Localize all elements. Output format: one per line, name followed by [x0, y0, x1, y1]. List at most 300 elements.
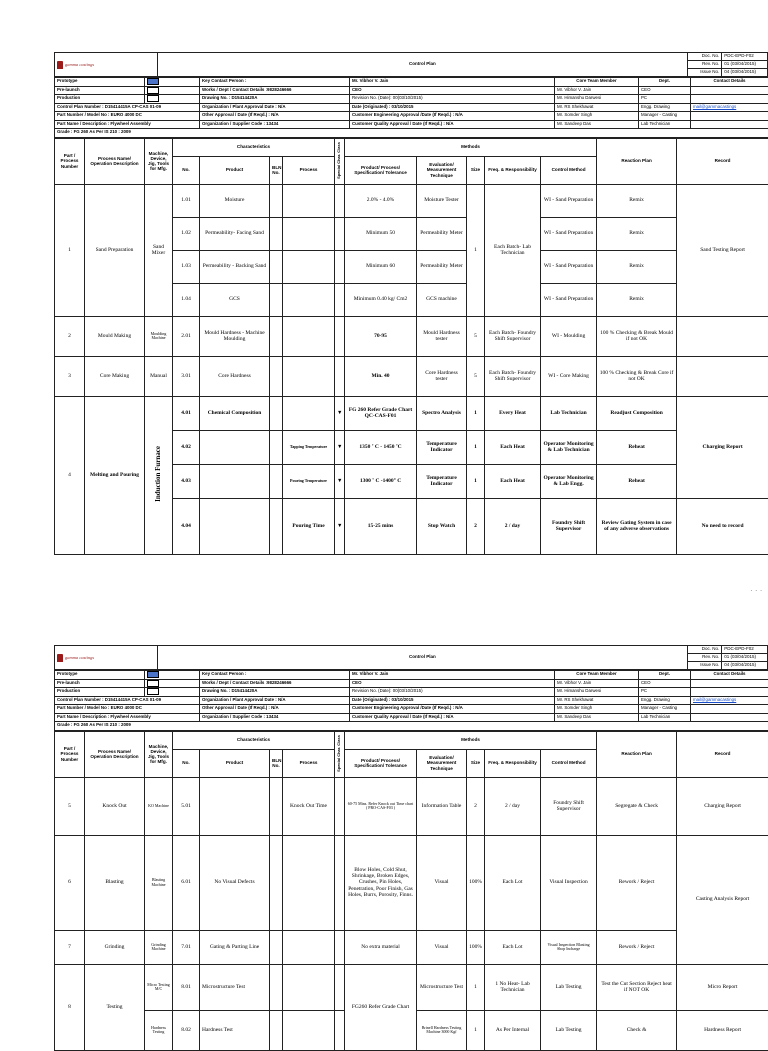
spec-cell: 15-25 mins [345, 498, 417, 554]
member-dept: Manager - Casting [639, 705, 691, 714]
size-cell: 1 [467, 430, 485, 464]
member-name: Mr. RS Shekhawat [555, 103, 639, 112]
size-cell: 1 [467, 184, 485, 316]
col-no: No. [173, 749, 200, 777]
char-no: 8.02 [173, 1010, 200, 1050]
record-cell: Charging Report [677, 396, 768, 498]
process-name-cell: Grinding [85, 930, 145, 964]
bln-cell [270, 217, 283, 250]
spec-cell: FG 260 Refer Grade Chart QC-CAS-F01 [345, 396, 417, 430]
header-table [54, 645, 768, 670]
col-no: No. [173, 156, 200, 184]
col-eval: Evaluation/ Measurement Technique [417, 156, 467, 184]
spec-cell: 70-95 [345, 316, 417, 356]
bln-cell [270, 930, 283, 964]
part-name: Part Name / Description : Flywheel Assembly [55, 120, 200, 129]
special-char-triangle-icon: ▼ [335, 464, 345, 498]
col-special-class [335, 138, 345, 184]
control-plan-sheet-2 [54, 645, 768, 1051]
reaction-cell: Segregate & Check [597, 777, 677, 835]
col-methods: Methods [345, 138, 597, 156]
doc-no-label: Doc. No. [688, 646, 722, 654]
product-cell [200, 498, 270, 554]
date-originated: Date (Originated) : 03/10/2015 [350, 103, 555, 112]
member-email-link[interactable]: mail@gammacastings [691, 696, 768, 705]
doc-no: PDC-EPD-F02 [722, 646, 768, 654]
product-cell: Permeability- Facing Sand [200, 217, 270, 250]
other-approval: Other Approval / Date (If Reqd.) : N/A [200, 112, 350, 121]
process-name-cell: Blasting [85, 835, 145, 930]
customer-quality-approval: Customer Quality Approval / Date (If Reqd.) : N/A [350, 713, 555, 722]
reaction-cell: Readjust Composition [597, 396, 677, 430]
process-cell [283, 217, 335, 250]
spec-cell: No extra material [345, 930, 417, 964]
process-cell [283, 283, 335, 316]
member-contact [691, 713, 768, 722]
col-bln: BLN No. [270, 749, 283, 777]
product-cell [200, 430, 270, 464]
spec-cell: 1350 ˚ C - 1450 ˚C [345, 430, 417, 464]
key-contact-value: Mr. Vibhor V. Jain [350, 671, 555, 680]
production-label: Production [55, 688, 145, 697]
bln-cell [270, 430, 283, 464]
member-name: Mr. Somder Singh [555, 112, 639, 121]
freq-cell: Each Batch- Foundry Shift Supervisor [485, 356, 541, 396]
product-cell: Permeability - Backing Sand [200, 250, 270, 283]
control-cell: WI - Sand Preparation [541, 217, 597, 250]
col-product: Product [200, 156, 270, 184]
table-row [55, 930, 768, 964]
reaction-cell: Review Gating System in case of any adverse observations [597, 498, 677, 554]
record-cell: Sand Testing Report [677, 184, 768, 316]
plan-table-2 [54, 731, 768, 1051]
spec-cell: Blow Holes, Cold Shut, Shrinkage, Broken Edges, Crushes, Pin Holes, Penetration, Poor Finish, Gas Holes, Burrs, Porosity, Finns. [345, 835, 417, 930]
char-no: 6.01 [173, 835, 200, 930]
machine-cell: Manual [145, 356, 173, 396]
process-cell [283, 835, 335, 930]
special-cell [335, 964, 345, 1010]
product-cell [200, 777, 270, 835]
production-check[interactable] [145, 95, 200, 104]
col-machine: Machine, Device, Jig, Tools for Mfg. [145, 138, 173, 184]
production-check[interactable] [145, 688, 200, 697]
control-cell: WI - Sand Preparation [541, 283, 597, 316]
eval-cell: Microstructure Test [417, 964, 467, 1010]
bln-cell [270, 964, 283, 1010]
member-contact [691, 120, 768, 129]
reaction-cell: Check & [597, 1010, 677, 1050]
product-cell: Chemical Composition [200, 396, 270, 430]
logo-icon [57, 61, 63, 69]
date-originated: Date (Originated) : 03/10/2015 [350, 696, 555, 705]
special-class-label: Special Char. Class [337, 142, 341, 179]
char-no: 1.01 [173, 184, 200, 217]
prototype-check[interactable] [145, 78, 200, 87]
char-no: 5.01 [173, 777, 200, 835]
part-number-cell: 5 [55, 777, 85, 835]
company-logo [55, 53, 158, 77]
col-process: Process [283, 749, 335, 777]
special-cell [335, 777, 345, 835]
special-cell [335, 1010, 345, 1050]
page-separator-dots: · · · [750, 586, 762, 595]
process-name-cell: Mould Making [85, 316, 145, 356]
reaction-cell: Remix [597, 283, 677, 316]
checkbox-checked-icon [147, 671, 159, 678]
freq-cell: Every Heat [485, 396, 541, 430]
col-product: Product [200, 749, 270, 777]
eval-cell: Mould Hardness tester [417, 316, 467, 356]
special-char-triangle-icon: ▼ [335, 498, 345, 554]
member-email-link[interactable]: mail@gammacastings [691, 103, 768, 112]
grade-line: Grade : FG 260 As Per IS 210 : 2009 [55, 722, 768, 731]
process-name-cell: Sand Preparation [85, 184, 145, 316]
special-cell [335, 316, 345, 356]
control-cell: Lab Testing [541, 964, 597, 1010]
control-plan-sheet-1 [54, 52, 768, 555]
product-cell [200, 464, 270, 498]
col-characteristics: Characteristics [173, 138, 335, 156]
freq-cell: Each Lot [485, 835, 541, 930]
customer-engineering-approval: Customer Engineering Approval /Date (If Reqd.) : N/A [350, 112, 555, 121]
special-char-triangle-icon: ▼ [335, 430, 345, 464]
checkbox-icon [147, 688, 159, 695]
freq-cell: Each Heat [485, 464, 541, 498]
table-row [55, 777, 768, 835]
reaction-cell: Test the Cut Section Reject heat if NOT OK [597, 964, 677, 1010]
special-cell [335, 250, 345, 283]
col-process: Process [283, 156, 335, 184]
size-cell: 1 [467, 396, 485, 430]
eval-cell: GCS machine [417, 283, 467, 316]
char-no: 1.03 [173, 250, 200, 283]
reaction-cell: 100 % Checking & Break Mould if not OK [597, 316, 677, 356]
part-number-cell: 6 [55, 835, 85, 930]
col-freq: Freq. & Responsibility [485, 156, 541, 184]
eval-cell: Visual [417, 835, 467, 930]
char-no: 4.02 [173, 430, 200, 464]
key-contact-label: Key Contact Person : [200, 78, 350, 87]
eval-cell: Visual [417, 930, 467, 964]
part-name: Part Name / Description : Flywheel Assembly [55, 713, 200, 722]
bln-cell [270, 498, 283, 554]
control-cell: Operator Monitoring & Lab Technician [541, 430, 597, 464]
member-contact [691, 112, 768, 121]
eval-cell: Moisture Tester [417, 184, 467, 217]
member-dept: Lab Technician [639, 713, 691, 722]
machine-cell: Hardness Testing [145, 1010, 173, 1050]
reaction-cell: Remix [597, 184, 677, 217]
col-special-class [335, 731, 345, 777]
control-cell: WI - Sand Preparation [541, 184, 597, 217]
freq-cell: 1 No Heat- Lab Technician [485, 964, 541, 1010]
member-dept: Manager - Casting [639, 112, 691, 121]
col-part-no: Part / Process Number [55, 731, 85, 777]
process-cell: Pouring Temperature [283, 464, 335, 498]
product-cell: No Visual Defects [200, 835, 270, 930]
freq-cell: Each Lot [485, 930, 541, 964]
freq-cell: 2 / day [485, 777, 541, 835]
col-eval: Evaluation/ Measurement Technique [417, 749, 467, 777]
process-name-cell: Testing [85, 964, 145, 1050]
member-dept: CEO [639, 679, 691, 688]
col-methods: Methods [345, 731, 597, 749]
table-row [55, 835, 768, 930]
eval-cell: Brinell Hardness Testing Machine 3000 Kgf [417, 1010, 467, 1050]
table-row [55, 964, 768, 1010]
col-machine: Machine, Device, Jig, Tools for Mfg. [145, 731, 173, 777]
special-class-label: Special Char. Class [337, 735, 341, 772]
part-number-cell: 7 [55, 930, 85, 964]
dept-header: Dept. [639, 671, 691, 680]
process-cell [283, 316, 335, 356]
process-cell [283, 184, 335, 217]
header-table [54, 52, 768, 77]
col-control: Control Method [541, 749, 597, 777]
eval-cell: Permeability Meter [417, 217, 467, 250]
table-row [55, 184, 768, 217]
bln-cell [270, 835, 283, 930]
process-cell [283, 964, 335, 1010]
checkbox-icon [147, 680, 159, 687]
machine-cell: Moulding Machine [145, 316, 173, 356]
contact-header: Contact Details [691, 671, 768, 680]
key-contact-value: Mr. Vibhor V. Jain [350, 78, 555, 87]
reaction-cell: Reheat [597, 464, 677, 498]
rev-no-label: Rev. No. [688, 654, 722, 662]
size-cell: 2 [467, 498, 485, 554]
member-contact [691, 86, 768, 95]
process-cell [283, 396, 335, 430]
char-no: 3.01 [173, 356, 200, 396]
contact-header: Contact Details [691, 78, 768, 87]
prelaunch-label: Pre-launch [55, 86, 145, 95]
control-cell: Visual Inspection [541, 835, 597, 930]
reaction-cell: Reheat [597, 430, 677, 464]
process-name-cell: Melting and Pouring [85, 396, 145, 554]
spec-cell: Minimum 0.40 kg/ Cm2 [345, 283, 417, 316]
page-title: Control Plan [157, 53, 687, 77]
char-no: 4.04 [173, 498, 200, 554]
spec-cell: Min. 40 [345, 356, 417, 396]
bln-cell [270, 316, 283, 356]
control-cell: WI - Sand Preparation [541, 250, 597, 283]
checkbox-icon [147, 95, 159, 102]
rev-no: 01 (03/04/2015) [722, 654, 768, 662]
control-cell: Foundry Shift Supervisor [541, 498, 597, 554]
drawing-label: Drawing No. : D15414420A [200, 688, 350, 697]
issue-no-label: Issue No. [688, 69, 722, 77]
works-value: CEO [350, 86, 555, 95]
product-cell: Hardness Test [200, 1010, 270, 1050]
bln-cell [270, 184, 283, 217]
issue-no: 04 (03/04/2015) [722, 69, 768, 77]
member-name: Mr. Sandeep Das [555, 713, 639, 722]
supplier-code: Organization / Supplier Code : 13434 [200, 713, 350, 722]
plan-table-1 [54, 138, 768, 555]
cp-number: Control Plan Number : D15414415A CP-CAS 01-09 [55, 103, 200, 112]
col-reaction: Reaction Plan [597, 731, 677, 777]
drawing-label: Drawing No. : D15414420A [200, 95, 350, 104]
reaction-cell: Remix [597, 217, 677, 250]
record-cell [677, 316, 768, 356]
col-size: Size [467, 156, 485, 184]
product-cell: Moisture [200, 184, 270, 217]
char-no: 1.02 [173, 217, 200, 250]
machine-cell: KO Machine [145, 777, 173, 835]
table-row [55, 396, 768, 430]
process-name-cell: Knock Out [85, 777, 145, 835]
char-no: 2.01 [173, 316, 200, 356]
bln-cell [270, 356, 283, 396]
size-cell: 100% [467, 930, 485, 964]
machine-cell: Sand Mixer [145, 184, 173, 316]
special-cell [335, 184, 345, 217]
eval-cell: Temperature Indicator [417, 464, 467, 498]
key-contact-label: Key Contact Person : [200, 671, 350, 680]
eval-cell: Information Table [417, 777, 467, 835]
customer-quality-approval: Customer Quality Approval / Date (If Reqd.) : N/A [350, 120, 555, 129]
drawing-revision: Revision No. (Date): 00(03/10/2015) [350, 95, 555, 104]
prelaunch-check[interactable] [145, 679, 200, 688]
member-name: Mr. Sandeep Das [555, 120, 639, 129]
bln-cell [270, 250, 283, 283]
page-title: Control Plan [157, 646, 687, 670]
works-label: Works / Dept / Contact Details :9828246666 [200, 679, 350, 688]
furnace-label: Induction Furnace [155, 446, 163, 502]
col-record: Record [677, 138, 768, 184]
record-cell: Casting Analysis Report [677, 835, 768, 964]
eval-cell: Stop Watch [417, 498, 467, 554]
core-team-header: Core Team Member [555, 671, 639, 680]
spec-cell: 1300 ˚ C -1400° C [345, 464, 417, 498]
col-freq: Freq. & Responsibility [485, 749, 541, 777]
col-spec: Product/ Process/ Specification/ Tolerance [345, 156, 417, 184]
record-cell: Charging Report [677, 777, 768, 835]
special-cell [335, 283, 345, 316]
size-cell: 5 [467, 356, 485, 396]
issue-no-label: Issue No. [688, 662, 722, 670]
machine-cell: Micro Testing M/C [145, 964, 173, 1010]
eval-cell: Spectro Analysis [417, 396, 467, 430]
dept-header: Dept. [639, 78, 691, 87]
bln-cell [270, 777, 283, 835]
machine-cell: Grinding Machine [145, 930, 173, 964]
part-number-cell: 1 [55, 184, 85, 316]
reaction-cell: 100 % Checking & Break Core if not OK [597, 356, 677, 396]
member-contact [691, 95, 768, 104]
doc-no: PDC-EPD-F02 [722, 53, 768, 61]
process-cell: Knock Out Time [283, 777, 335, 835]
control-cell: WI - Core Making [541, 356, 597, 396]
product-cell: Microstructure Test [200, 964, 270, 1010]
special-cell [335, 356, 345, 396]
freq-cell: 2 / day [485, 498, 541, 554]
record-cell [677, 356, 768, 396]
freq-cell: As Per Internal [485, 1010, 541, 1050]
size-cell: 5 [467, 316, 485, 356]
char-no: 7.01 [173, 930, 200, 964]
member-contact [691, 679, 768, 688]
size-cell: 100% [467, 835, 485, 930]
part-number-cell: 4 [55, 396, 85, 554]
part-number-cell: 8 [55, 964, 85, 1050]
part-number-cell: 3 [55, 356, 85, 396]
org-approval: Organization / Plant Approval Date : N/A [200, 103, 350, 112]
reaction-cell: Rework / Reject [597, 835, 677, 930]
char-no: 4.01 [173, 396, 200, 430]
info-table [54, 77, 768, 138]
company-logo [55, 646, 158, 670]
org-approval: Organization / Plant Approval Date : N/A [200, 696, 350, 705]
special-cell [335, 930, 345, 964]
col-characteristics: Characteristics [173, 731, 335, 749]
char-no: 4.03 [173, 464, 200, 498]
prototype-check[interactable] [145, 671, 200, 680]
grade-line: Grade : FG 260 As Per IS 210 : 2009 [55, 129, 768, 138]
eval-cell: Temperature Indicator [417, 430, 467, 464]
member-dept: PC [639, 688, 691, 697]
process-cell [283, 930, 335, 964]
product-cell: Gating & Parting Line [200, 930, 270, 964]
size-cell: 1 [467, 1010, 485, 1050]
control-cell: Foundry Shift Supervisor [541, 777, 597, 835]
prelaunch-label: Pre-launch [55, 679, 145, 688]
freq-cell: Each Batch- Foundry Shift Supervisor [485, 316, 541, 356]
member-dept: PC [639, 95, 691, 104]
works-label: Works / Dept / Contact Details :9828246666 [200, 86, 350, 95]
col-record: Record [677, 731, 768, 777]
table-row [55, 356, 768, 396]
member-name: Mr. Vibhor V. Jain [555, 86, 639, 95]
process-name-cell: Core Making [85, 356, 145, 396]
core-team-header: Core Team Member [555, 78, 639, 87]
process-cell: Pouring Time [283, 498, 335, 554]
member-name: Mr. Himanshu Darwesi [555, 688, 639, 697]
member-name: Mr. Vibhor V. Jain [555, 679, 639, 688]
size-cell: 1 [467, 964, 485, 1010]
prelaunch-check[interactable] [145, 86, 200, 95]
control-cell: Visual Inspection Blasting Shop Incharge [541, 930, 597, 964]
part-number-cell: 2 [55, 316, 85, 356]
control-cell: Operator Monitoring & Lab Engg. [541, 464, 597, 498]
special-cell [335, 217, 345, 250]
member-dept: Engg. Drawing [639, 103, 691, 112]
member-contact [691, 705, 768, 714]
control-cell: WI - Moulding [541, 316, 597, 356]
col-process-name: Process Name/ Operation Description [85, 138, 145, 184]
spec-cell: 60-75 Mins. Refer Knock out Time chart ( PRO-CAS-F03 ) [345, 777, 417, 835]
col-spec: Product/ Process/ Specification/ Tolerance [345, 749, 417, 777]
spec-cell: Minimum 60 [345, 250, 417, 283]
supplier-code: Organization / Supplier Code : 13434 [200, 120, 350, 129]
char-no: 8.01 [173, 964, 200, 1010]
member-dept: CEO [639, 86, 691, 95]
logo-text: gamma castings [65, 62, 94, 67]
info-table [54, 670, 768, 731]
process-cell [283, 356, 335, 396]
part-number: Part Number / Model No : EURO 4000 DC [55, 112, 200, 121]
bln-cell [270, 1010, 283, 1050]
bln-cell [270, 396, 283, 430]
spec-cell: Minimum 50 [345, 217, 417, 250]
record-cell: Hardness Report [677, 1010, 768, 1050]
cp-number: Control Plan Number : D15414415A CP-CAS 01-09 [55, 696, 200, 705]
reaction-cell: Rework / Reject [597, 930, 677, 964]
col-process-name: Process Name/ Operation Description [85, 731, 145, 777]
checkbox-icon [147, 87, 159, 94]
col-reaction: Reaction Plan [597, 138, 677, 184]
